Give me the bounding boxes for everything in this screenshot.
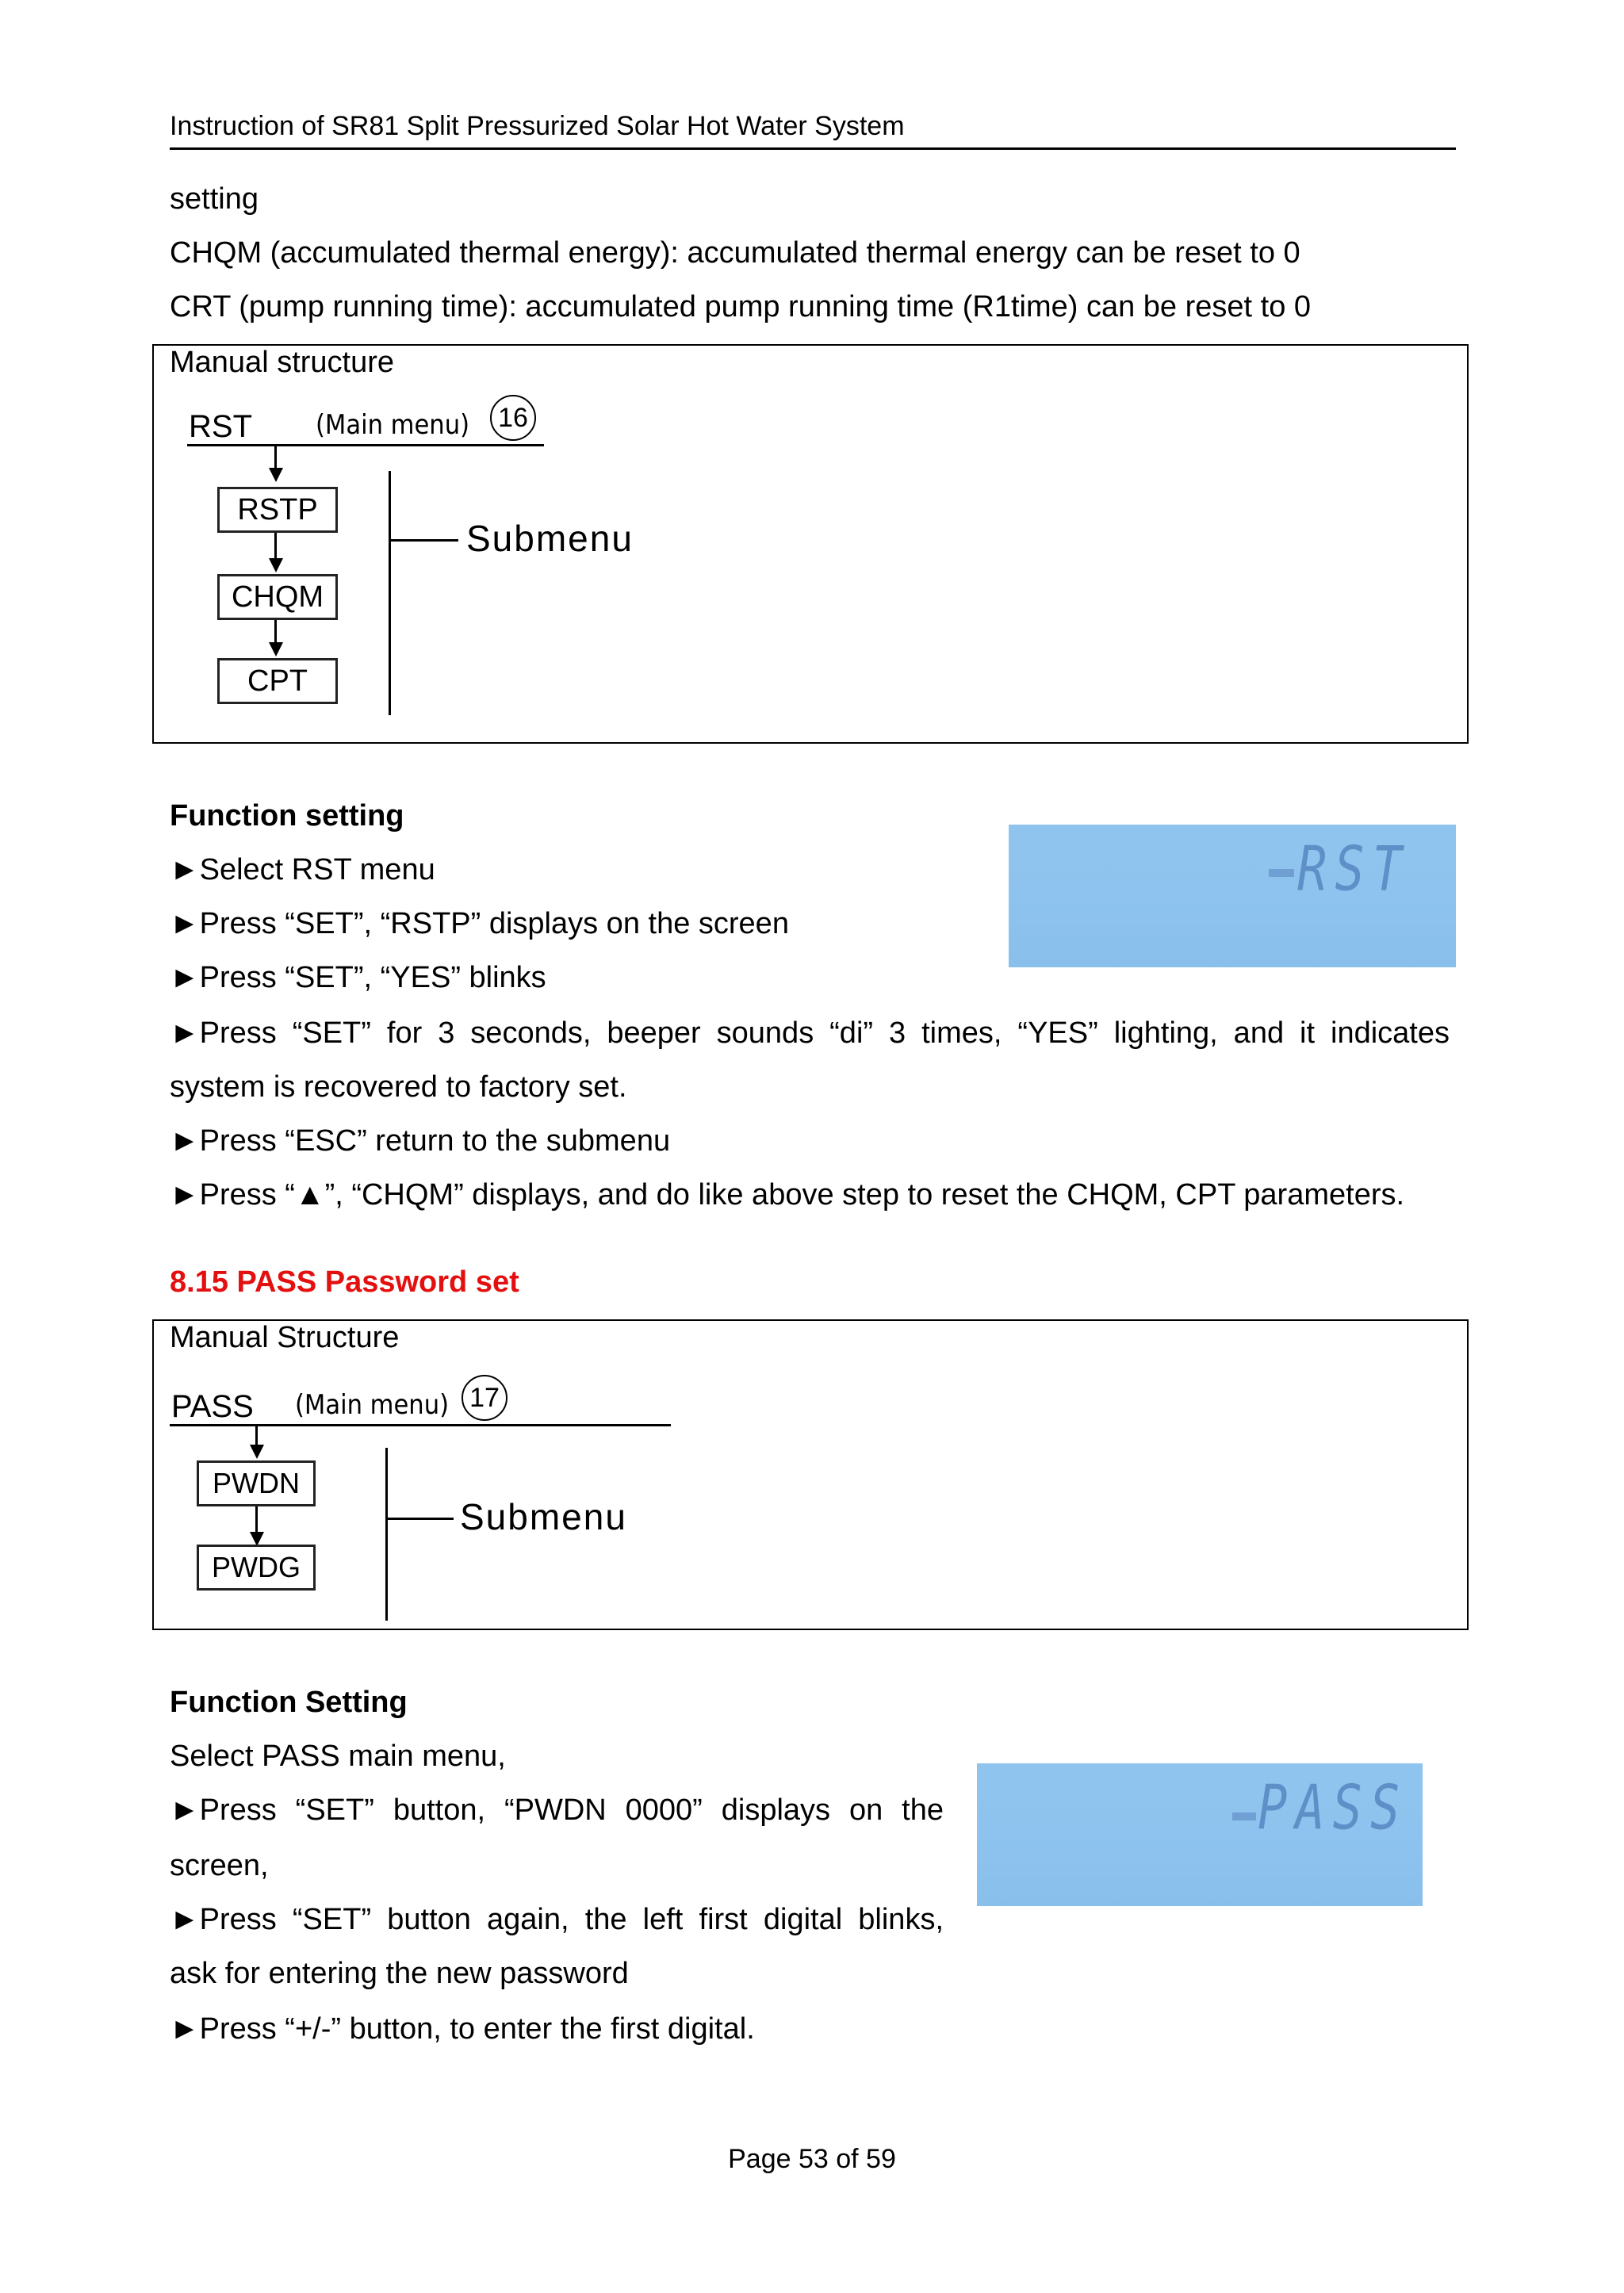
- rst-submenu-label: Submenu: [466, 518, 634, 559]
- pass-step-intro: Select PASS main menu,: [170, 1740, 506, 1773]
- rst-submenu-item-rstp: RSTP: [217, 487, 338, 533]
- page-number: Page 53 of 59: [728, 2144, 896, 2174]
- rst-menu-label: RST: [189, 409, 252, 444]
- rst-submenu-connector: [389, 539, 458, 542]
- pass-submenu-connector: [385, 1518, 454, 1520]
- lcd-indicator-icon: [1232, 1813, 1256, 1820]
- header-divider: [170, 147, 1456, 150]
- pass-submenu-label: Submenu: [460, 1496, 627, 1537]
- intro-line-3: CRT (pump running time): accumulated pump running time (R1time) can be reset to 0: [170, 290, 1312, 323]
- pass-step-2-continued: ask for entering the new password: [170, 1957, 629, 1990]
- pass-structure-title: Manual Structure: [170, 1321, 400, 1354]
- pass-step-1-continued: screen,: [170, 1849, 269, 1882]
- pass-lcd-display: [977, 1763, 1423, 1906]
- rst-step-4: ►Press “SET” for 3 seconds, beeper sounds “di” 3 times, “YES” lighting, and it indicates: [170, 1016, 1450, 1050]
- pass-submenu-bracket: [385, 1448, 388, 1621]
- rst-step-5: ►Press “ESC” return to the submenu: [170, 1124, 671, 1158]
- rst-lcd-display: [1009, 825, 1456, 967]
- document-header: Instruction of SR81 Split Pressurized Solar Hot Water System: [170, 111, 905, 141]
- rst-main-menu-label: (Main menu): [316, 409, 470, 441]
- rst-menu-underline: [187, 444, 544, 446]
- pass-main-menu-label: (Main menu): [295, 1389, 450, 1421]
- pass-arrow-line-2: [255, 1506, 258, 1535]
- pass-menu-underline: [170, 1424, 671, 1426]
- rst-structure-box: [152, 344, 1469, 744]
- rst-arrow-head-1: [269, 468, 283, 482]
- rst-arrow-head-2: [269, 558, 283, 572]
- intro-line-1: setting: [170, 182, 259, 216]
- pass-arrow-head-1: [250, 1445, 264, 1459]
- rst-step-number: 16: [490, 395, 536, 441]
- pass-step-3: ►Press “+/-” button, to enter the first digital.: [170, 2012, 755, 2046]
- pass-step-1: ►Press “SET” button, “PWDN 0000” displays on the: [170, 1793, 944, 1827]
- rst-arrow-line-2: [274, 533, 277, 561]
- pass-lcd-text: PASS: [1258, 1771, 1408, 1844]
- pass-function-heading: Function Setting: [170, 1686, 408, 1719]
- pass-submenu-item-pwdn: PWDN: [197, 1460, 316, 1506]
- rst-step-1: ►Select RST menu: [170, 853, 435, 886]
- intro-line-2: CHQM (accumulated thermal energy): accumulated thermal energy can be reset to 0: [170, 236, 1300, 270]
- lcd-indicator-icon: [1269, 869, 1294, 877]
- rst-step-2: ►Press “SET”, “RSTP” displays on the screen: [170, 907, 789, 940]
- rst-step-3: ►Press “SET”, “YES” blinks: [170, 961, 546, 994]
- pass-submenu-item-pwdg: PWDG: [197, 1545, 316, 1591]
- rst-submenu-item-chqm: CHQM: [217, 574, 338, 620]
- rst-lcd-text: RST: [1297, 833, 1410, 905]
- pass-structure-box: [152, 1319, 1469, 1630]
- pass-step-2: ►Press “SET” button again, the left first digital blinks,: [170, 1903, 944, 1936]
- rst-structure-title: Manual structure: [170, 346, 395, 379]
- rst-step-6: ►Press “▲”, “CHQM” displays, and do like above step to reset the CHQM, CPT parameters.: [170, 1178, 1405, 1212]
- rst-step-4-continued: system is recovered to factory set.: [170, 1070, 627, 1104]
- pass-step-number: 17: [462, 1375, 508, 1421]
- pass-section-heading: 8.15 PASS Password set: [170, 1265, 519, 1299]
- pass-menu-label: PASS: [171, 1389, 254, 1424]
- rst-submenu-item-cpt: CPT: [217, 658, 338, 704]
- rst-function-heading: Function setting: [170, 799, 404, 833]
- rst-arrow-head-3: [269, 642, 283, 657]
- rst-submenu-bracket: [389, 471, 391, 715]
